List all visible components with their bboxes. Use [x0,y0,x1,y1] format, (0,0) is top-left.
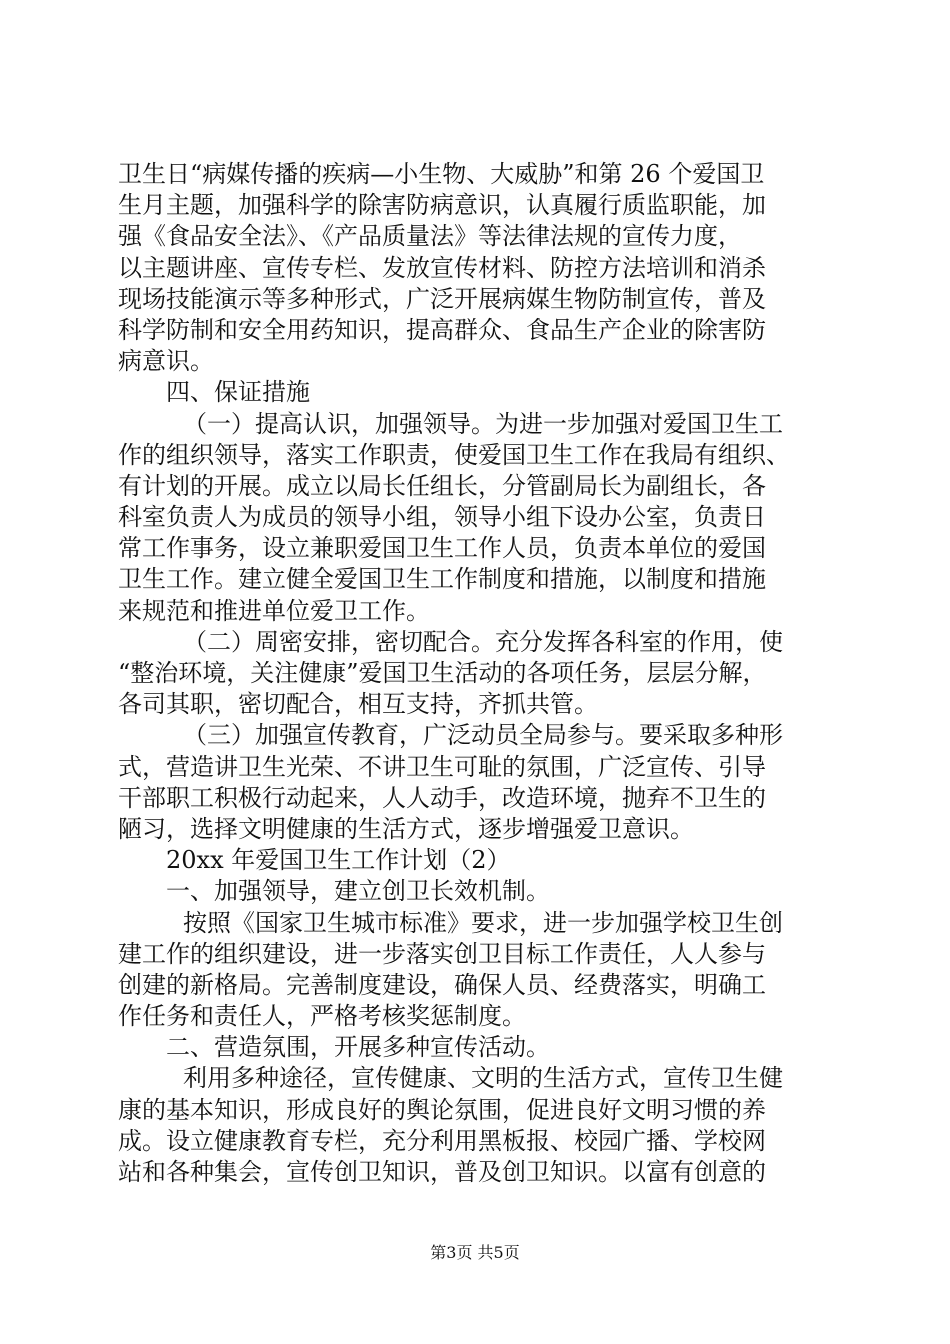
text-line: 现场技能演示等多种形式，广泛开展病媒生物防制宣传，普及 [118,284,766,313]
text-line: 按照《国家卫生城市标准》要求，进一步加强学校卫生创 [183,908,783,937]
text-line: 病意识。 [118,347,214,376]
text-line: （一）提高认识，加强领导。为进一步加强对爱国卫生工 [183,409,783,438]
text-line: 式，营造讲卫生光荣、不讲卫生可耻的氛围，广泛宣传、引导 [118,752,766,781]
text-line: 常工作事务，设立兼职爱国卫生工作人员，负责本单位的爱国 [118,534,766,563]
text-line: 卫生工作。建立健全爱国卫生工作制度和措施，以制度和措施 [118,565,766,594]
section-heading: 一、加强领导，建立创卫长效机制。 [166,877,550,906]
text-line: （三）加强宣传教育，广泛动员全局参与。要采取多种形 [183,721,783,750]
text-line: 陋习，选择文明健康的生活方式，逐步增强爱卫意识。 [118,814,694,843]
section-heading: 四、保证措施 [166,378,310,407]
text-line: 有计划的开展。成立以局长任组长，分管副局长为副组长，各 [118,471,766,500]
text-line: 卫生日“病媒传播的疾病—小生物、大威胁”和第 26 个爱国卫 [118,160,765,188]
text-line: 来规范和推进单位爱卫工作。 [118,596,430,625]
document-body [118,159,838,1188]
section-heading: 二、营造氛围，开展多种宣传活动。 [166,1033,550,1062]
text-line: 生月主题，加强科学的除害防病意识，认真履行质监职能，加 [118,191,766,220]
text-line: 科学防制和安全用药知识，提高群众、食品生产企业的除害防 [118,315,766,344]
text-line: 创建的新格局。完善制度建设，确保人员、经费落实，明确工 [118,970,766,999]
text-line: 利用多种途径，宣传健康、文明的生活方式，宣传卫生健 [183,1064,783,1093]
text-line: “整治环境，关注健康”爱国卫生活动的各项任务，层层分解， [118,659,767,687]
document-title: 20xx 年爱国卫生工作计划（2） [166,846,511,875]
text-line: 作的组织领导，落实工作职责，使爱国卫生工作在我局有组织、 [118,440,790,469]
text-line: （二）周密安排，密切配合。充分发挥各科室的作用，使 [183,627,783,656]
text-line: 成。设立健康教育专栏，充分利用黑板报、校园广播、学校网 [118,1126,766,1155]
text-line: 以主题讲座、宣传专栏、发放宣传材料、防控方法培训和消杀 [118,253,766,282]
page-number-footer: 第3页 共5页 [430,1243,520,1262]
text-line: 站和各种集会，宣传创卫知识，普及创卫知识。以富有创意的 [118,1158,766,1186]
text-line: 干部职工积极行动起来，人人动手，改造环境，抛弃不卫生的 [118,783,766,812]
text-line: 科室负责人为成员的领导小组，领导小组下设办公室，负责日 [118,503,766,532]
text-line: 强《食品安全法》、《产品质量法》等法律法规的宣传力度， [118,222,742,251]
text-line: 作任务和责任人，严格考核奖惩制度。 [118,1002,526,1031]
text-line: 建工作的组织建设，进一步落实创卫目标工作责任，人人参与 [118,939,766,968]
text-line: 康的基本知识，形成良好的舆论氛围，促进良好文明习惯的养 [118,1095,766,1124]
text-line: 各司其职，密切配合，相互支持，齐抓共管。 [118,690,598,719]
